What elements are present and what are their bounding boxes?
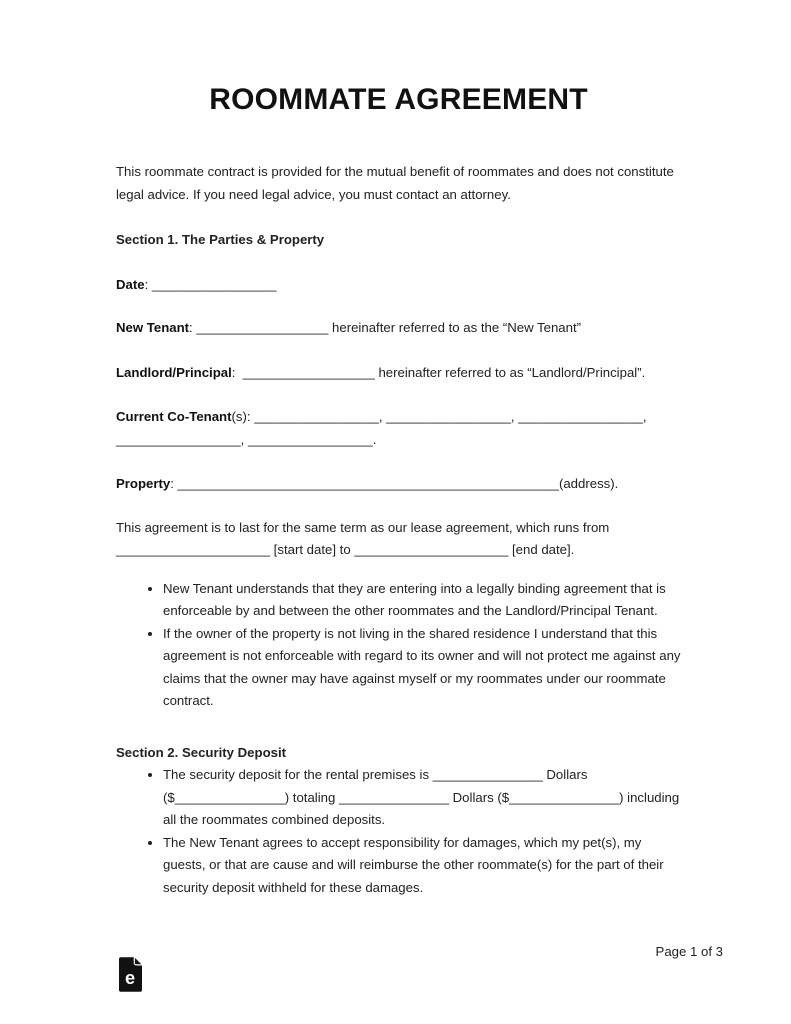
property-blank: : ____________________________________________________(address).: [170, 476, 619, 491]
document-title: ROOMMATE AGREEMENT: [209, 83, 588, 116]
bullet-item: • The security deposit for the rental premises is _______________ Dollars ($_______________) totaling _______________ Dollars ($_______________) including all the roommates combined deposits.: [163, 764, 681, 832]
bullet-item: • The New Tenant agrees to accept responsibility for damages, which my pet(s), my guests, or that are cause and will reimburse the other roommate(s) for the part of their security deposit withheld for these damages.: [163, 832, 681, 900]
date-label: Date: [116, 276, 145, 292]
co-tenants-field-line: [116, 406, 681, 451]
new-tenant-field-line: [116, 317, 681, 340]
property-field-line: [116, 473, 681, 496]
date-field-line: [116, 274, 681, 297]
bullet-item: • New Tenant understands that they are entering into a legally binding agreement that is enforceable by and between the other roommates and the Landlord/Principal Tenant.: [163, 578, 681, 623]
section1-heading: Section 1. The Parties & Property: [116, 232, 325, 247]
bullet-item: • If the owner of the property is not living in the shared residence I understand that this agreement is not enforceable with regard to its owner and will not protect me against any claims that the owner may have against myself or my roommates under our roommate contract.: [163, 623, 681, 713]
landlord-blank: : __________________ hereinafter referred to as “Landlord/Principal”.: [231, 364, 646, 380]
co-tenants-blanks: (s): _________________, _________________, _________________, _________________, _________________.: [116, 409, 651, 447]
term-paragraph: This agreement is to last for the same term as our lease agreement, which runs from _____________________ [start date] to _____________________ [end date].: [116, 519, 610, 557]
landlord-label: Landlord/Principal: [116, 364, 232, 380]
property-label: Property: [116, 476, 171, 491]
logo-letter: e: [124, 968, 136, 989]
landlord-field-line: [116, 362, 681, 385]
document-icon: [119, 957, 142, 992]
section1-bullet-list: [116, 578, 681, 713]
date-blank: : _________________: [144, 276, 277, 292]
section2-heading: Section 2. Security Deposit: [116, 744, 287, 760]
eforms-logo: [119, 957, 142, 992]
intro-paragraph: This roommate contract is provided for the mutual benefit of roommates and does not constitute legal advice. If you need legal advice, you must contact an attorney.: [116, 164, 674, 202]
section2-bullet-list: [116, 764, 681, 899]
new-tenant-label: New Tenant: [116, 320, 190, 335]
document-content: [116, 0, 681, 899]
page-number: Page 1 of 3: [655, 944, 723, 959]
co-tenants-label: Current Co-Tenant: [116, 409, 232, 424]
new-tenant-blank: : __________________ hereinafter referred to as the “New Tenant”: [189, 320, 582, 335]
